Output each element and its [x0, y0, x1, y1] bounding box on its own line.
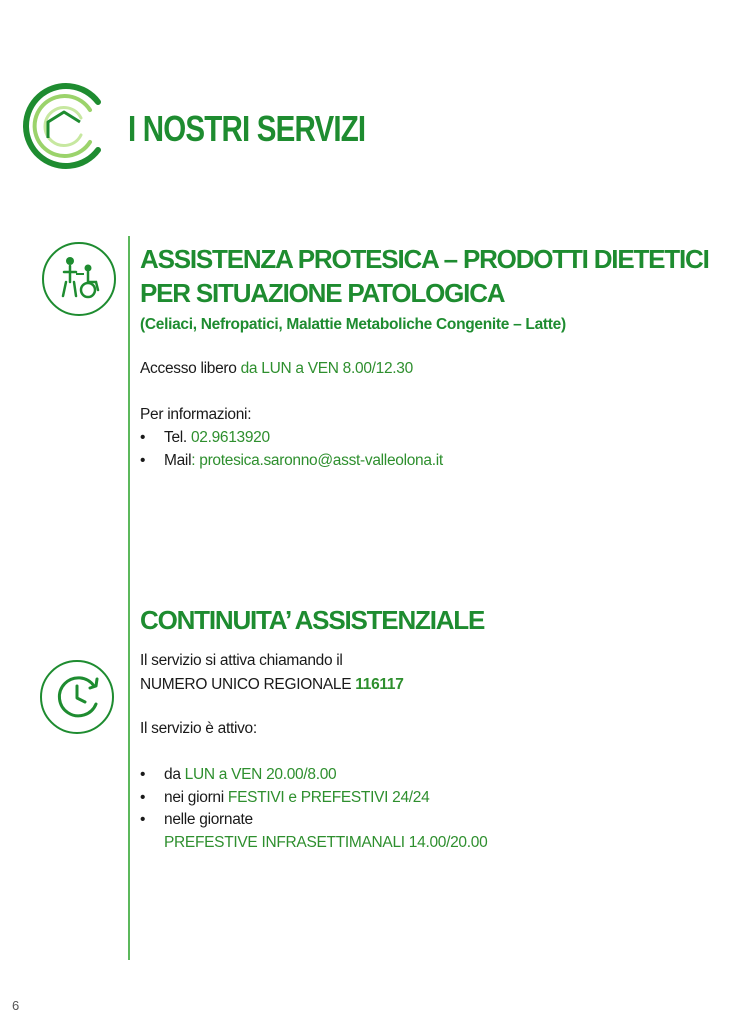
- schedule-value: PREFESTIVE INFRASETTIMANALI 14.00/20.00: [164, 834, 488, 851]
- schedule-value: LUN a VEN 20.00/8.00: [184, 766, 337, 783]
- section-subtitle: (Celiaci, Nefropatici, Malattie Metaboliche Congenite – Latte): [140, 316, 566, 333]
- mail-item: [164, 452, 443, 470]
- wheelchair-assist-icon: [42, 242, 116, 316]
- schedule-prefix: da: [164, 766, 185, 783]
- bullet: •: [140, 429, 146, 446]
- number-line: [140, 676, 404, 694]
- page-number: 6: [12, 998, 20, 1013]
- vertical-divider: [128, 236, 130, 960]
- bullet: •: [140, 811, 146, 828]
- access-hours: da LUN a VEN 8.00/12.30: [240, 360, 413, 377]
- schedule-item: [164, 789, 429, 807]
- section-title-line2: PER SITUAZIONE PATOLOGICA: [140, 278, 505, 308]
- schedule-prefix: nei giorni: [164, 789, 228, 806]
- tel-label: Tel.: [164, 429, 191, 446]
- tel-link[interactable]: 02.9613920: [190, 429, 270, 446]
- bullet: •: [140, 766, 146, 783]
- mail-separator: :: [191, 452, 200, 469]
- section-title: ASSISTENZA PROTESICA – PRODOTTI DIETETICI: [140, 244, 709, 274]
- mail-label: Mail: [164, 452, 192, 469]
- section-title: CONTINUITA’ ASSISTENZIALE: [140, 605, 485, 635]
- schedule-value: FESTIVI e PREFESTIVI 24/24: [227, 789, 430, 806]
- service-line: Il servizio si attiva chiamando il: [140, 652, 343, 669]
- bullet: •: [140, 452, 146, 469]
- phone-number[interactable]: 116117: [355, 676, 404, 693]
- schedule-prefix: nelle giornate: [164, 811, 253, 828]
- info-label: Per informazioni:: [140, 406, 252, 423]
- access-line: [140, 360, 413, 378]
- page-title: I NOSTRI SERVIZI: [128, 108, 366, 149]
- active-label: Il servizio è attivo:: [140, 720, 257, 737]
- bullet: •: [140, 789, 146, 806]
- clock-refresh-icon: [40, 660, 114, 734]
- mail-link[interactable]: protesica.saronno@asst-valleolona.it: [199, 452, 443, 469]
- number-label: NUMERO UNICO REGIONALE: [140, 676, 356, 693]
- schedule-item: [164, 766, 336, 784]
- access-label: Accesso libero: [140, 360, 241, 377]
- logo-icon: [18, 80, 110, 172]
- tel-item: [164, 429, 270, 447]
